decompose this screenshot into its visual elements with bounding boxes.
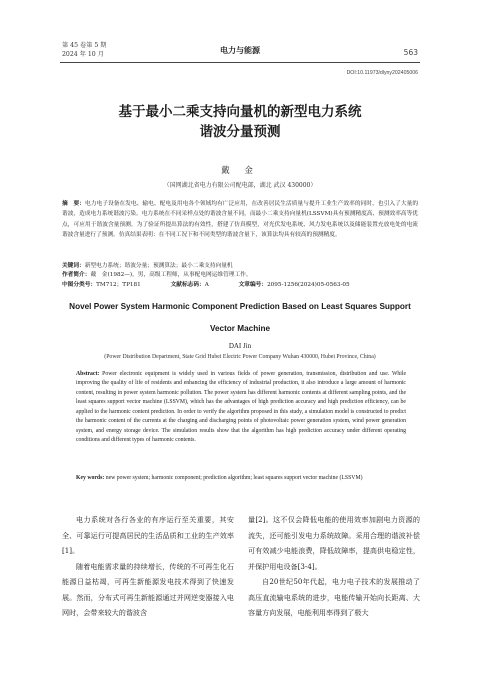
clc-code: TM712；TP181: [96, 282, 141, 288]
author-bio-label: 作者简介：: [62, 272, 91, 278]
doc-code: A: [204, 282, 209, 288]
volume-issue: 第 45 卷第 5 期: [62, 42, 107, 49]
author-english: DAI Jin: [228, 342, 252, 350]
abstract-chinese-text: 电力电子设备在发电、输电、配电及用电各个领域均有广泛应用，在改善居民生活质量与提升工业生产效率的同时，也引入了大量的谐波，造成电力系统谐波污染。电力系统在不同采样点处的谐波含量不同，而最小二乘支持向量机(LSSVM)具有预测精度高、预测效率高等优点，可应用于谐波含量预测。为了验证所提出算法的有效性，搭建了仿真模型，对光伏发电系统、风力发电系统以及储能装置充放电处的电流谐波含量进行了预测。仿真结果表明：在不同工况下和不同类型的谐波含量下，该算法均具有较高的预测精度。: [62, 201, 419, 238]
clc-label: 中图分类号：: [62, 282, 97, 288]
body-paragraph: 随着电能需求量的持续增长，传统的不可再生化石能源日益枯竭，可再生新能源发电技术得到了快速发展。然而，分布式可再生新能源通过并网逆变器接入电网时，会带来较大的谐波含: [62, 561, 234, 617]
body-column-right: [248, 512, 420, 621]
abstract-chinese: [62, 199, 418, 240]
keywords-english-label: Key words:: [76, 475, 105, 481]
title-english-line-2: Vector Machine: [209, 324, 271, 333]
doi: DOI:10.11973/dlyny202405006: [346, 70, 418, 76]
classification-row: [62, 281, 418, 290]
affiliation-english: (Power Distribution Department, State Grid Hubei Electric Power Company Wuhan 430000, Hubei Province, China): [104, 354, 376, 360]
abstract-english-text: Power electronic equipment is widely used in various fields of power generation, transmission, distribution and use. While improving the quality of life of residents and enhancing the efficiency of industrial production, it also introduce a large amount of harmonic content, resulting in power system harmonic pollution. The power system has different harmonic contents at different sampling points, and the least squares support vector machine (LSSVM), which has the advantages of high prediction accuracy and high prediction efficiency, can be applied to the harmonic content prediction. In order to verify the algorithm proposed in this study, a simulation model is constructed to predict the harmonic content of the currents at the charging and discharging points of photovoltaic power generation system, wind power generation system, and energy storage device. The simulation results show that the algorithm has high prediction accuracy under different operating conditions and different types of harmonic contents.: [76, 371, 406, 444]
title-english-line-1: Novel Power System Harmonic Component Prediction Based on Least Squares Support: [69, 302, 411, 311]
abstract-english-label: Abstract:: [76, 371, 100, 377]
body-column-left: [62, 512, 234, 621]
body-paragraph: 电力系统对各行各业的有序运行至关重要，其安全、可靠运行可提高居民的生活品质和工业的生产效率[1]。: [62, 515, 234, 555]
body-paragraph: 量[2]。这不仅会降低电能的使用效率加剧电力资源的流失，还可能引发电力系统故障。采用合理的谐波补偿可有效减少电能浪费，降低故障率，提高供电稳定性，并保护用电设备[3-4]。: [248, 515, 420, 571]
article-id-label: 文章编号：: [238, 282, 268, 288]
page-number: 563: [403, 48, 418, 57]
title-chinese-line-1: 基于最小二乘支持向量机的新型电力系统: [118, 104, 362, 120]
author-chinese: 戴 金: [221, 166, 259, 176]
abstract-english: [76, 370, 406, 446]
issue-date: 2024 年 10 月: [62, 51, 104, 58]
doc-code-label: 文献标志码：: [170, 282, 205, 288]
article-id: 2095-1256(2024)05-0563-05: [267, 282, 350, 288]
keywords-english-text: new power system; harmonic component; prediction algorithm; least squares support vector machine (LSSVM): [105, 475, 363, 481]
keywords-chinese: [62, 262, 418, 280]
title-english: [0, 296, 480, 340]
affiliation-chinese: （国网湖北省电力有限公司配电部，湖北 武汉 430000）: [163, 182, 317, 189]
keywords-english: [76, 474, 406, 483]
keywords-chinese-text: 新型电力系统；谐波分量；预测算法；最小二乘支持向量机: [84, 263, 233, 269]
journal-name: 电力与能源: [220, 46, 260, 55]
author-bio-text: 戴 金(1982—)，男，高级工程师，从事配电网运维管理工作。: [90, 272, 252, 278]
title-chinese-line-2: 谐波分量预测: [199, 124, 281, 140]
abstract-chinese-label: 摘 要：: [62, 201, 85, 207]
header-rule: [60, 62, 420, 63]
keywords-chinese-label: 关键词：: [62, 263, 85, 269]
body-paragraph: 自20世纪50年代起，电力电子技术的发展推动了高压直流输电系统的进步，电能传输开始向长距离、大容量方向发展，电能利用率得到了极大: [248, 577, 420, 617]
title-chinese: [0, 102, 480, 142]
